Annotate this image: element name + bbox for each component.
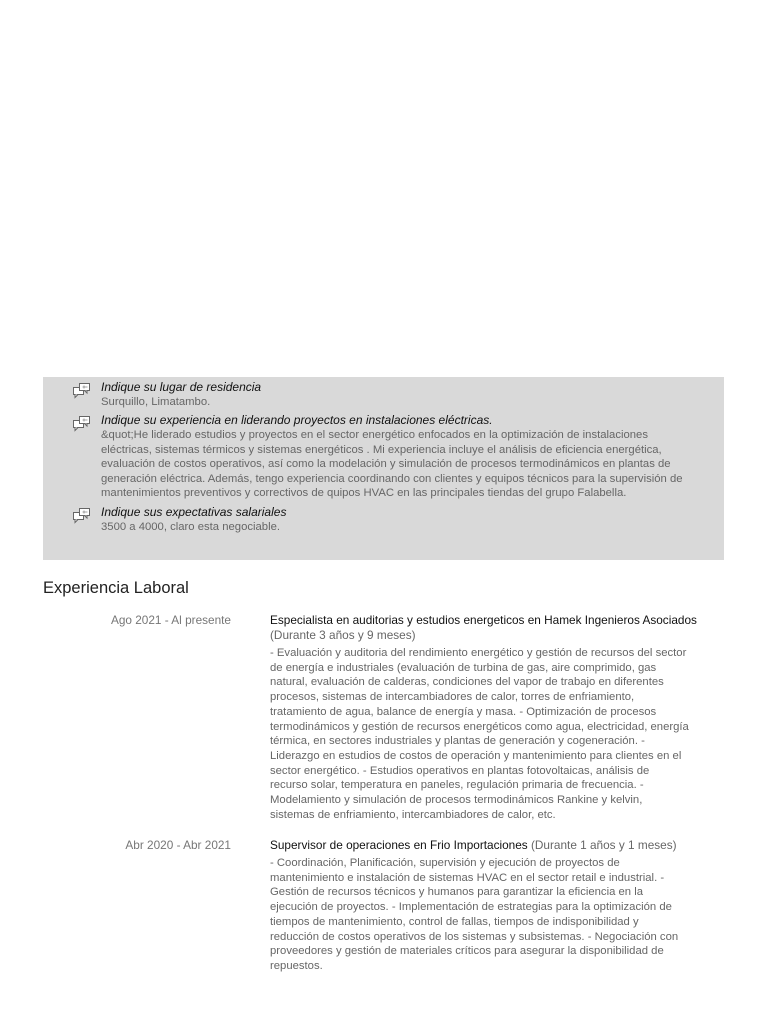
job-title: Supervisor de operaciones en Frio Importaciones [270, 838, 528, 852]
job-dates: Ago 2021 - Al presente [110, 613, 231, 627]
screening-questions-panel [43, 377, 724, 560]
chat-bubbles-icon [73, 508, 91, 524]
question-text: Indique su lugar de residencia [101, 380, 262, 394]
job-duration: (Durante 3 años y 9 meses) [270, 628, 416, 642]
section-title-experience: Experiencia Laboral [43, 579, 189, 597]
job-description: - Evaluación y auditoria del rendimiento energético y gestión de recursos del sector de energía e industriales (evaluación de turbina de gas, aire comprimido, gas natural, evaluación de calderas, condiciones del vapor de trabajo en diferentes procesos, sistemas de intercambiadores de calor, torres de enfriamiento, tratamiento de agua, balance de energía y masa. - Optimización de procesos termodinámicos y gestión de recursos energéticos como agua, electricidad, energía térmica, en sectores industriales y plantas de generación y cogeneración. - Liderazgo en estudios de costos de operación y mantenimiento para clientes en el sector energético. - Estudios operativos en plantas fotovoltaicas, análisis de recurso solar, temperatura en paneles, regulación primaria de frecuencia. - Modelamiento y simulación de procesos termodinámicos Rankine y kelvin, sistemas de enfriamiento, intercambiadores de calor, etc. [270, 647, 689, 821]
question-text: Indique sus expectativas salariales [101, 505, 287, 519]
question-text: Indique su experiencia en liderando proyectos en instalaciones eléctricas. [101, 413, 493, 427]
answer-text: 3500 a 4000, claro esta negociable. [101, 521, 281, 533]
chat-bubbles-icon [73, 416, 91, 432]
job-description: - Coordinación, Planificación, supervisión y ejecución de proyectos de mantenimiento e instalación de sistemas HVAC en el sector retail e industrial. - Gestión de recursos técnicos y humanos para garantizar la eficiencia en la ejecución de proyectos. - Implementación de estrategias para la optimización de tiempos de mantenimiento, control de fallas, tiempos de indisponibilidad y reducción de costos operativos de los sistemas y subsistemas. - Negociación con proveedores y gestión de materiales críticos para asegurar la disponibilidad de repuestos. [270, 857, 679, 972]
job-dates: Abr 2020 - Abr 2021 [125, 838, 231, 852]
answer-text: &quot;He liderado estudios y proyectos en el sector energético enfocados en la optimización de instalaciones eléctricas, sistemas térmicos y sistemas energéticos . Mi experiencia incluye el análisis de eficiencia energética, evaluación de costos operativos, así como la modelación y simulación de procesos termodinámicos en plantas de generación eléctrica. Además, tengo experiencia coordinando con clientes y equipos técnicos para la supervisión de mantenimientos preventivos y correctivos de quipos HVAC en las principales tiendas del grupo Falabella. [101, 429, 683, 499]
job-title: Especialista en auditorias y estudios energeticos en Hamek Ingenieros Asociados [270, 613, 697, 627]
answer-text: Surquillo, Limatambo. [101, 396, 211, 408]
job-duration: (Durante 1 años y 1 meses) [530, 838, 677, 852]
chat-bubbles-icon [73, 383, 91, 399]
